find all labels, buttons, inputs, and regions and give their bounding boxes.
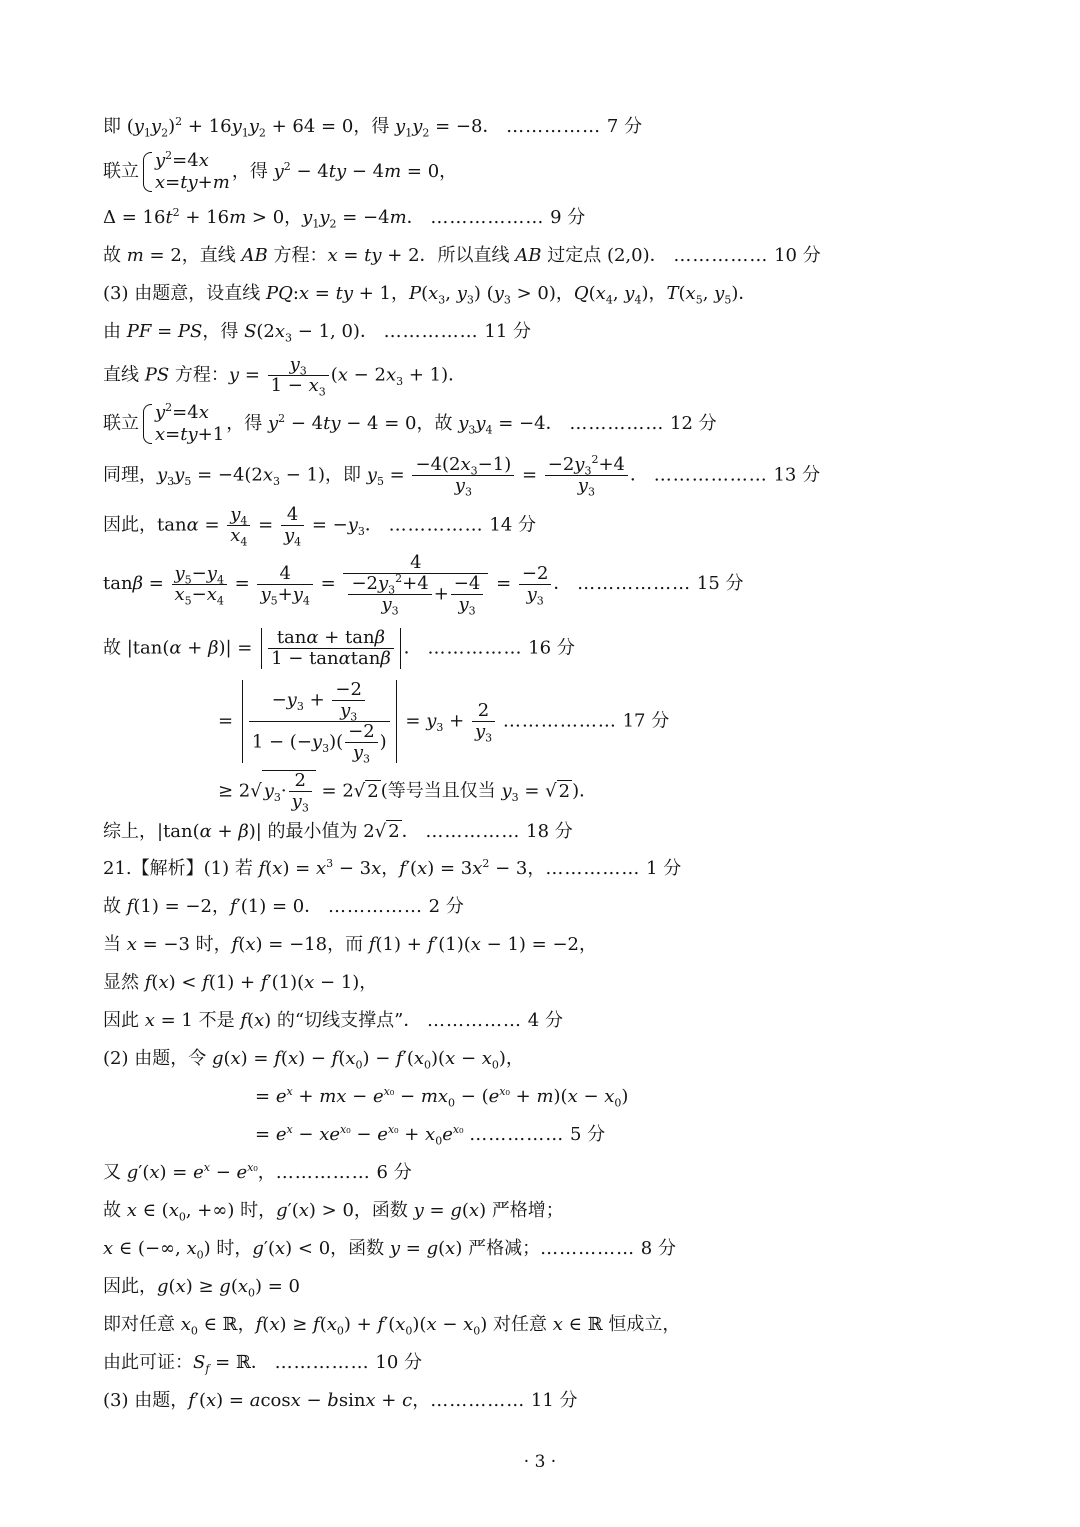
line-26: x ∈ (−∞, $x_0$) 时，g′(x) < 0，函数 y = g(x) 严格减；…………… 8 分 xyxy=(103,1238,676,1262)
line-08: 联立 $y^2=4x$ x=ty+1 ，得 $y^2 - 4ty - 4 = 0$，故 $y_3y_4 = -4$． …………… 12 分 xyxy=(103,401,717,445)
line-10: 因此，tanα = $\frac{y_4}{x_4}$ = $\frac{4}{y_4}$ = $-y_3$． …………… 14 分 xyxy=(103,504,536,549)
line-11: tanβ = $\frac{y_5-y_4}{x_5-x_4}$ = $\frac{4}{y_5+y_4}$ = 4 $\frac{-2y_3^2+4}{y_3}$ + $\frac{-4}{y_3}$ = $\frac{-2}{y_3}$ ． ……………… 15 分 xyxy=(103,552,744,618)
line-27: 因此，$g(x) \ge g(x_0) = 0$ xyxy=(103,1276,300,1300)
line-23: = $e^x - xe^{x_0} - e^{x_0} + x_0e^{x_0}$ …………… 5 分 xyxy=(255,1123,606,1148)
line-14: ≥ 2√ $y_3\cdot$ $\frac{2}{y_3}$ = 2√ 2 (等号当且仅当 $y_3$ = √ 2 )． xyxy=(218,770,598,815)
line-16: 21.【解析】(1) 若 $f(x) = x^3 - 3x$，$f'(x) = 3x^2 - 3$，…………… 1 分 xyxy=(103,857,682,879)
line-17: 故 f(1) = −2，f′(1) = 0． …………… 2 分 xyxy=(103,896,464,917)
line-29: 由此可证：$S_f$ = ℝ． …………… 10 分 xyxy=(103,1352,422,1376)
line-18: 当 x = −3 时，f(x) = −18，而 f(1) + f′(1)(x − 1) = −2， xyxy=(103,934,597,955)
line-04: 故 m = 2，直线 AB 方程：x = ty + 2．所以直线 AB 过定点 (2,0)． …………… 10 分 xyxy=(103,245,821,266)
line-24: 又 $g'(x) = e^x - e^{x_0}$，…………… 6 分 xyxy=(103,1161,412,1183)
line-20: 因此 x = 1 不是 f(x) 的“切线支撑点”． …………… 4 分 xyxy=(103,1010,563,1031)
line-30: (3) 由题，f′(x) = acosx − bsinx + c，…………… 11 分 xyxy=(103,1390,578,1411)
line-06: 由 PF = PS，得 $S(2x_3 - 1$, 0)． …………… 11 分 xyxy=(103,321,532,345)
line-15: 综上，|tan(α + β)| 的最小值为 2√ 2 ． …………… 18 分 xyxy=(103,821,573,842)
line-03: $\Delta = 16t^2 + 16m > 0$，$y_1y_2 = -4m$． ……………… 9 分 xyxy=(103,206,586,231)
line-02: 联立 $y^2=4x$ x=ty+m ，得 $y^2 - 4ty - 4m = 0$， xyxy=(103,149,458,193)
line-12: 故 |tan(α + β)| = $\frac{\tan\alpha + \tan\beta}{1 - \tan\alpha\tan\beta}$ ． …………… 16 分 xyxy=(103,627,575,669)
line-28: 即对任意 $x_0$ ∈ ℝ，$f(x) \ge f(x_0) + f'(x_0)(x - x_0)$ 对任意 x ∈ ℝ 恒成立， xyxy=(103,1314,681,1338)
line-19: 显然 f(x) < f(1) + f′(1)(x − 1)， xyxy=(103,972,378,993)
line-22: = $e^x$ + mx − $e^{x_0} - mx_0 - (e^{x_0} + m)(x - x_0)$ xyxy=(255,1085,629,1110)
page-number: · 3 · xyxy=(523,1452,557,1472)
line-13: = $-y_3$ + $\frac{-2}{y_3}$ $1 - (-y_3)$( $\frac{-2}{y_3}$ ) = $y_3$ + $\frac{2}{y_3}$ ……………… 17 分 xyxy=(218,679,670,766)
line-07: 直线 PS 方程：y = $\frac{y_3}{1 - x_3}$ $(x - 2x_3 + 1)$． xyxy=(103,354,467,399)
line-05: (3) 由题意，设直线 PQ:x = ty + 1，$P(x_3$, $y_3$) $(y_3 > 0)$，$Q(x_4$, $y_4$)，$T(x_5$, $y_5$)． xyxy=(103,283,757,307)
line-09: 同理，$y_3y_5 = -4(2x_3 - 1)$，即 $y_5$ = $\frac{-4(2x_3-1)}{y_3}$ = $\frac{-2y_3^2+4}{y_3}$ ． ……………… 13 分 xyxy=(103,453,821,499)
line-25: 故 x ∈ ($x_0$, +∞) 时，g′(x) > 0，函数 y = g(x) 严格增； xyxy=(103,1200,564,1224)
line-01: 即 $(y_1y_2)^2 + 16y_1y_2 + 64 = 0$，得 $y_1y_2 = -8$． …………… 7 分 xyxy=(103,115,643,140)
line-21: (2) 由题，令 $g(x) = f(x) - f(x_0) - f'(x_0)(x - x_0)$， xyxy=(103,1048,524,1072)
